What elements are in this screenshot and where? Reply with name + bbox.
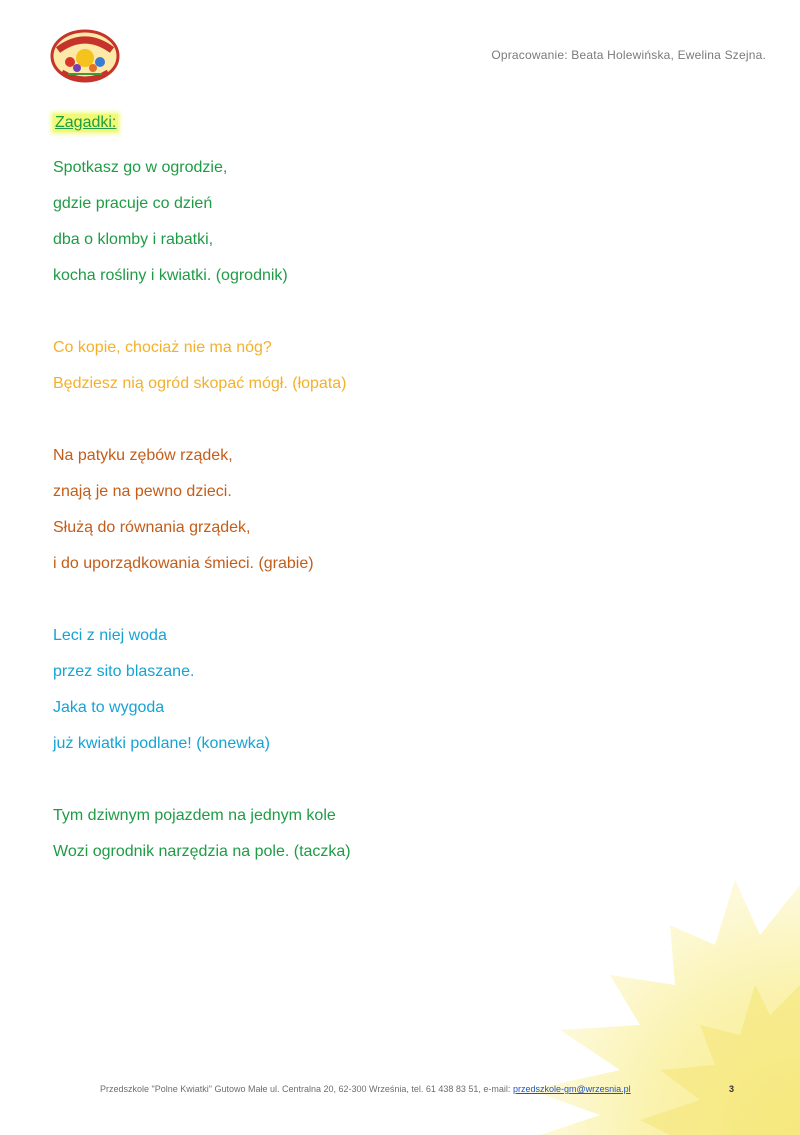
riddle-line: i do uporządkowania śmieci. (grabie) — [53, 555, 314, 572]
riddle-line: już kwiatki podlane! (konewka) — [53, 735, 270, 752]
riddle-gardener — [53, 150, 288, 294]
riddle-line: Leci z niej woda — [53, 627, 167, 644]
riddle-line: Spotkasz go w ogrodzie, — [53, 159, 228, 176]
riddle-line: Wozi ogrodnik narzędzia na pole. (taczka) — [53, 843, 351, 860]
riddle-line: Jaka to wygoda — [53, 699, 165, 716]
riddle-line: znają je na pewno dzieci. — [53, 483, 232, 500]
riddle-line: dba o klomby i rabatki, — [53, 231, 214, 248]
riddle-line: Będziesz nią ogród skopać mógł. (łopata) — [53, 375, 347, 392]
riddle-shovel — [53, 330, 347, 402]
riddle-line: Tym dziwnym pojazdem na jednym kole — [53, 807, 336, 824]
sun-decoration — [470, 865, 800, 1135]
riddle-line: Na patyku zębów rządek, — [53, 447, 233, 464]
riddle-watering-can — [53, 618, 270, 762]
riddle-line: kocha rośliny i kwiatki. (ogrodnik) — [53, 267, 288, 284]
riddle-line: gdzie pracuje co dzień — [53, 195, 213, 212]
kindergarten-logo — [50, 28, 120, 84]
footer-address — [100, 1084, 631, 1094]
riddles-heading: Zagadki: — [55, 114, 117, 131]
document-author: Opracowanie: Beata Holewińska, Ewelina Szejna. — [491, 48, 766, 62]
riddle-wheelbarrow — [53, 798, 351, 870]
riddle-rake — [53, 438, 314, 582]
page-number: 3 — [729, 1084, 735, 1094]
footer-email-link[interactable]: przedszkole-gm@wrzesnia.pl — [512, 1084, 631, 1094]
riddle-line: przez sito blaszane. — [53, 663, 195, 680]
riddle-line: Co kopie, chociaż nie ma nóg? — [53, 339, 272, 356]
riddle-line: Służą do równania grządek, — [53, 519, 251, 536]
footer-address-text: Przedszkole "Polne Kwiatki" Gutowo Małe ul. Centralna 20, 62-300 Września, tel. 61 438 83 51, e-mail: — [100, 1084, 513, 1094]
